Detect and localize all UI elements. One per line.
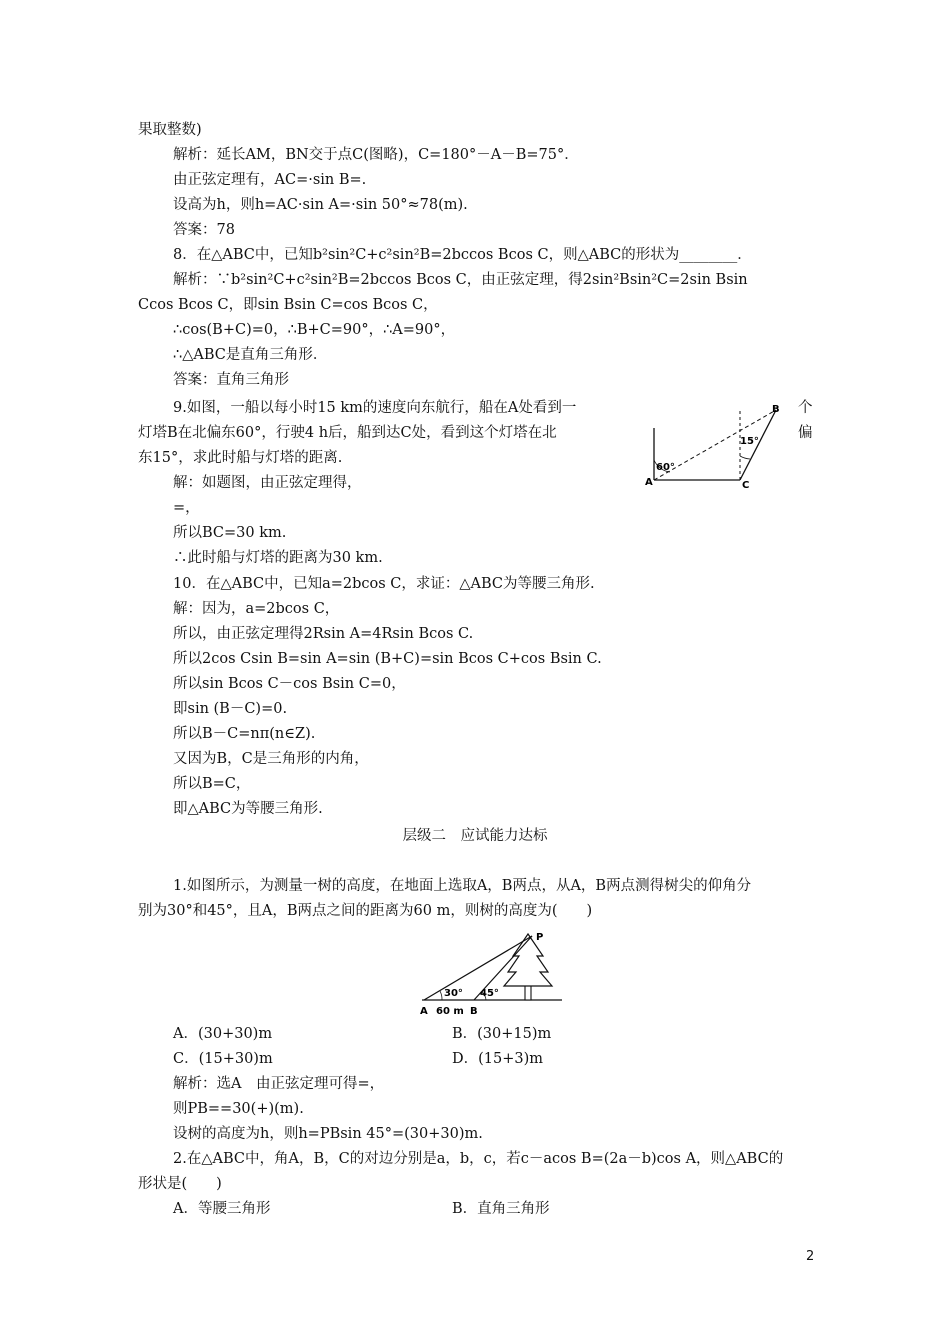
option-d: D．(15+3)m <box>452 1051 544 1067</box>
text-line: 形状是( ) <box>138 1176 222 1192</box>
text-line: 设树的高度为h，则h=PBsin 45°=(30+30)m. <box>173 1126 483 1142</box>
label-b: B <box>470 1006 478 1017</box>
text-fragment: 偏 <box>798 425 813 441</box>
option-b: B．直角三角形 <box>452 1201 550 1217</box>
label-angle-60: 60° <box>656 462 675 473</box>
text-line: 所以，由正弦定理得2Rsin A=4Rsin Bcos C. <box>173 626 474 642</box>
answer-line: 答案：78 <box>173 222 235 238</box>
option-a: A．等腰三角形 <box>173 1201 271 1217</box>
text-line: 别为30°和45°，且A，B两点之间的距离为60 m，则树的高度为( ) <box>138 903 593 919</box>
question-1: 1.如图所示，为测量一树的高度，在地面上选取A，B两点，从A，B两点测得树尖的仰角分 <box>173 878 752 894</box>
label-b: B <box>772 404 780 415</box>
label-distance: 60 m <box>436 1006 464 1017</box>
text-line: 解：因为，a=2bcos C， <box>173 601 340 617</box>
question-10: 10．在△ABC中，已知a=2bcos C，求证：△ABC为等腰三角形. <box>173 576 595 592</box>
ship-lighthouse-figure <box>640 398 790 490</box>
text-line: 设高为h，则h=AC·sin A=·sin 50°≈78(m). <box>173 197 468 213</box>
text-line: 所以sin Bcos C－cos Bsin C=0， <box>173 676 406 692</box>
text-line: 即sin (B－C)=0. <box>173 701 288 717</box>
label-p: P <box>536 932 544 943</box>
text-line: ∴△ABC是直角三角形． <box>173 347 328 363</box>
label-angle-30: 30° <box>444 988 463 999</box>
tree-height-figure <box>418 926 566 1018</box>
text-line: 解析：∵b²sin²C+c²sin²B=2bccos Bcos C，由正弦定理，得2sin²Bsin²C=2sin Bsin <box>173 272 748 288</box>
text-line: 由正弦定理有，AC=·sin B=. <box>173 172 367 188</box>
label-a: A <box>420 1006 428 1017</box>
option-b: B．(30+15)m <box>452 1026 552 1042</box>
label-a: A <box>645 477 653 488</box>
label-angle-45: 45° <box>480 988 499 999</box>
question-8: 8．在△ABC中，已知b²sin²C+c²sin²B=2bccos Bcos C，则△ABC的形状为________． <box>173 247 752 263</box>
text-line: 又因为B，C是三角形的内角， <box>173 751 369 767</box>
option-a: A．(30+30)m <box>173 1026 273 1042</box>
text-line: 灯塔B在北偏东60°，行驶4 h后，船到达C处，看到这个灯塔在北 <box>138 425 557 441</box>
text-line: 所以2cos Csin B=sin A=sin (B+C)=sin Bcos C+cos Bsin C. <box>173 651 602 667</box>
page-number: 2 <box>806 1249 815 1264</box>
text-line: 则PB==30(+)(m). <box>173 1101 304 1117</box>
question-9: 9.如图，一船以每小时15 km的速度向东航行，船在A处看到一 <box>173 400 577 416</box>
text-line: 即△ABC为等腰三角形. <box>173 801 323 817</box>
label-c: C <box>742 480 750 490</box>
text-line: 果取整数) <box>138 122 202 138</box>
text-line: 所以BC=30 km. <box>173 525 287 541</box>
text-line: 解析：选A 由正弦定理可得=， <box>173 1076 385 1092</box>
text-line: 解析：延长AM，BN交于点C(图略)，C=180°－A－B=75°． <box>173 147 579 163</box>
text-line: 所以B=C， <box>173 776 251 792</box>
text-line: ∴此时船与灯塔的距离为30 km. <box>173 550 383 566</box>
option-c: C．(15+30)m <box>173 1051 273 1067</box>
answer-line: 答案：直角三角形 <box>173 372 289 388</box>
section-title: 层级二 应试能力达标 <box>402 828 548 844</box>
text-line: =， <box>173 500 200 516</box>
text-line: 解：如题图，由正弦定理得， <box>173 475 362 491</box>
label-angle-15: 15° <box>740 436 759 447</box>
question-2: 2.在△ABC中，角A，B，C的对边分别是a，b，c，若c－acos B=(2a－b)cos A，则△ABC的 <box>173 1151 784 1167</box>
text-line: 所以B－C=nπ(n∈Z). <box>173 726 316 742</box>
text-line: 东15°，求此时船与灯塔的距离. <box>138 450 343 466</box>
text-fragment: 个 <box>798 400 813 416</box>
text-line: ∴cos(B+C)=0，∴B+C=90°，∴A=90°， <box>173 322 456 338</box>
text-line: Ccos Bcos C，即sin Bsin C=cos Bcos C， <box>138 297 438 313</box>
